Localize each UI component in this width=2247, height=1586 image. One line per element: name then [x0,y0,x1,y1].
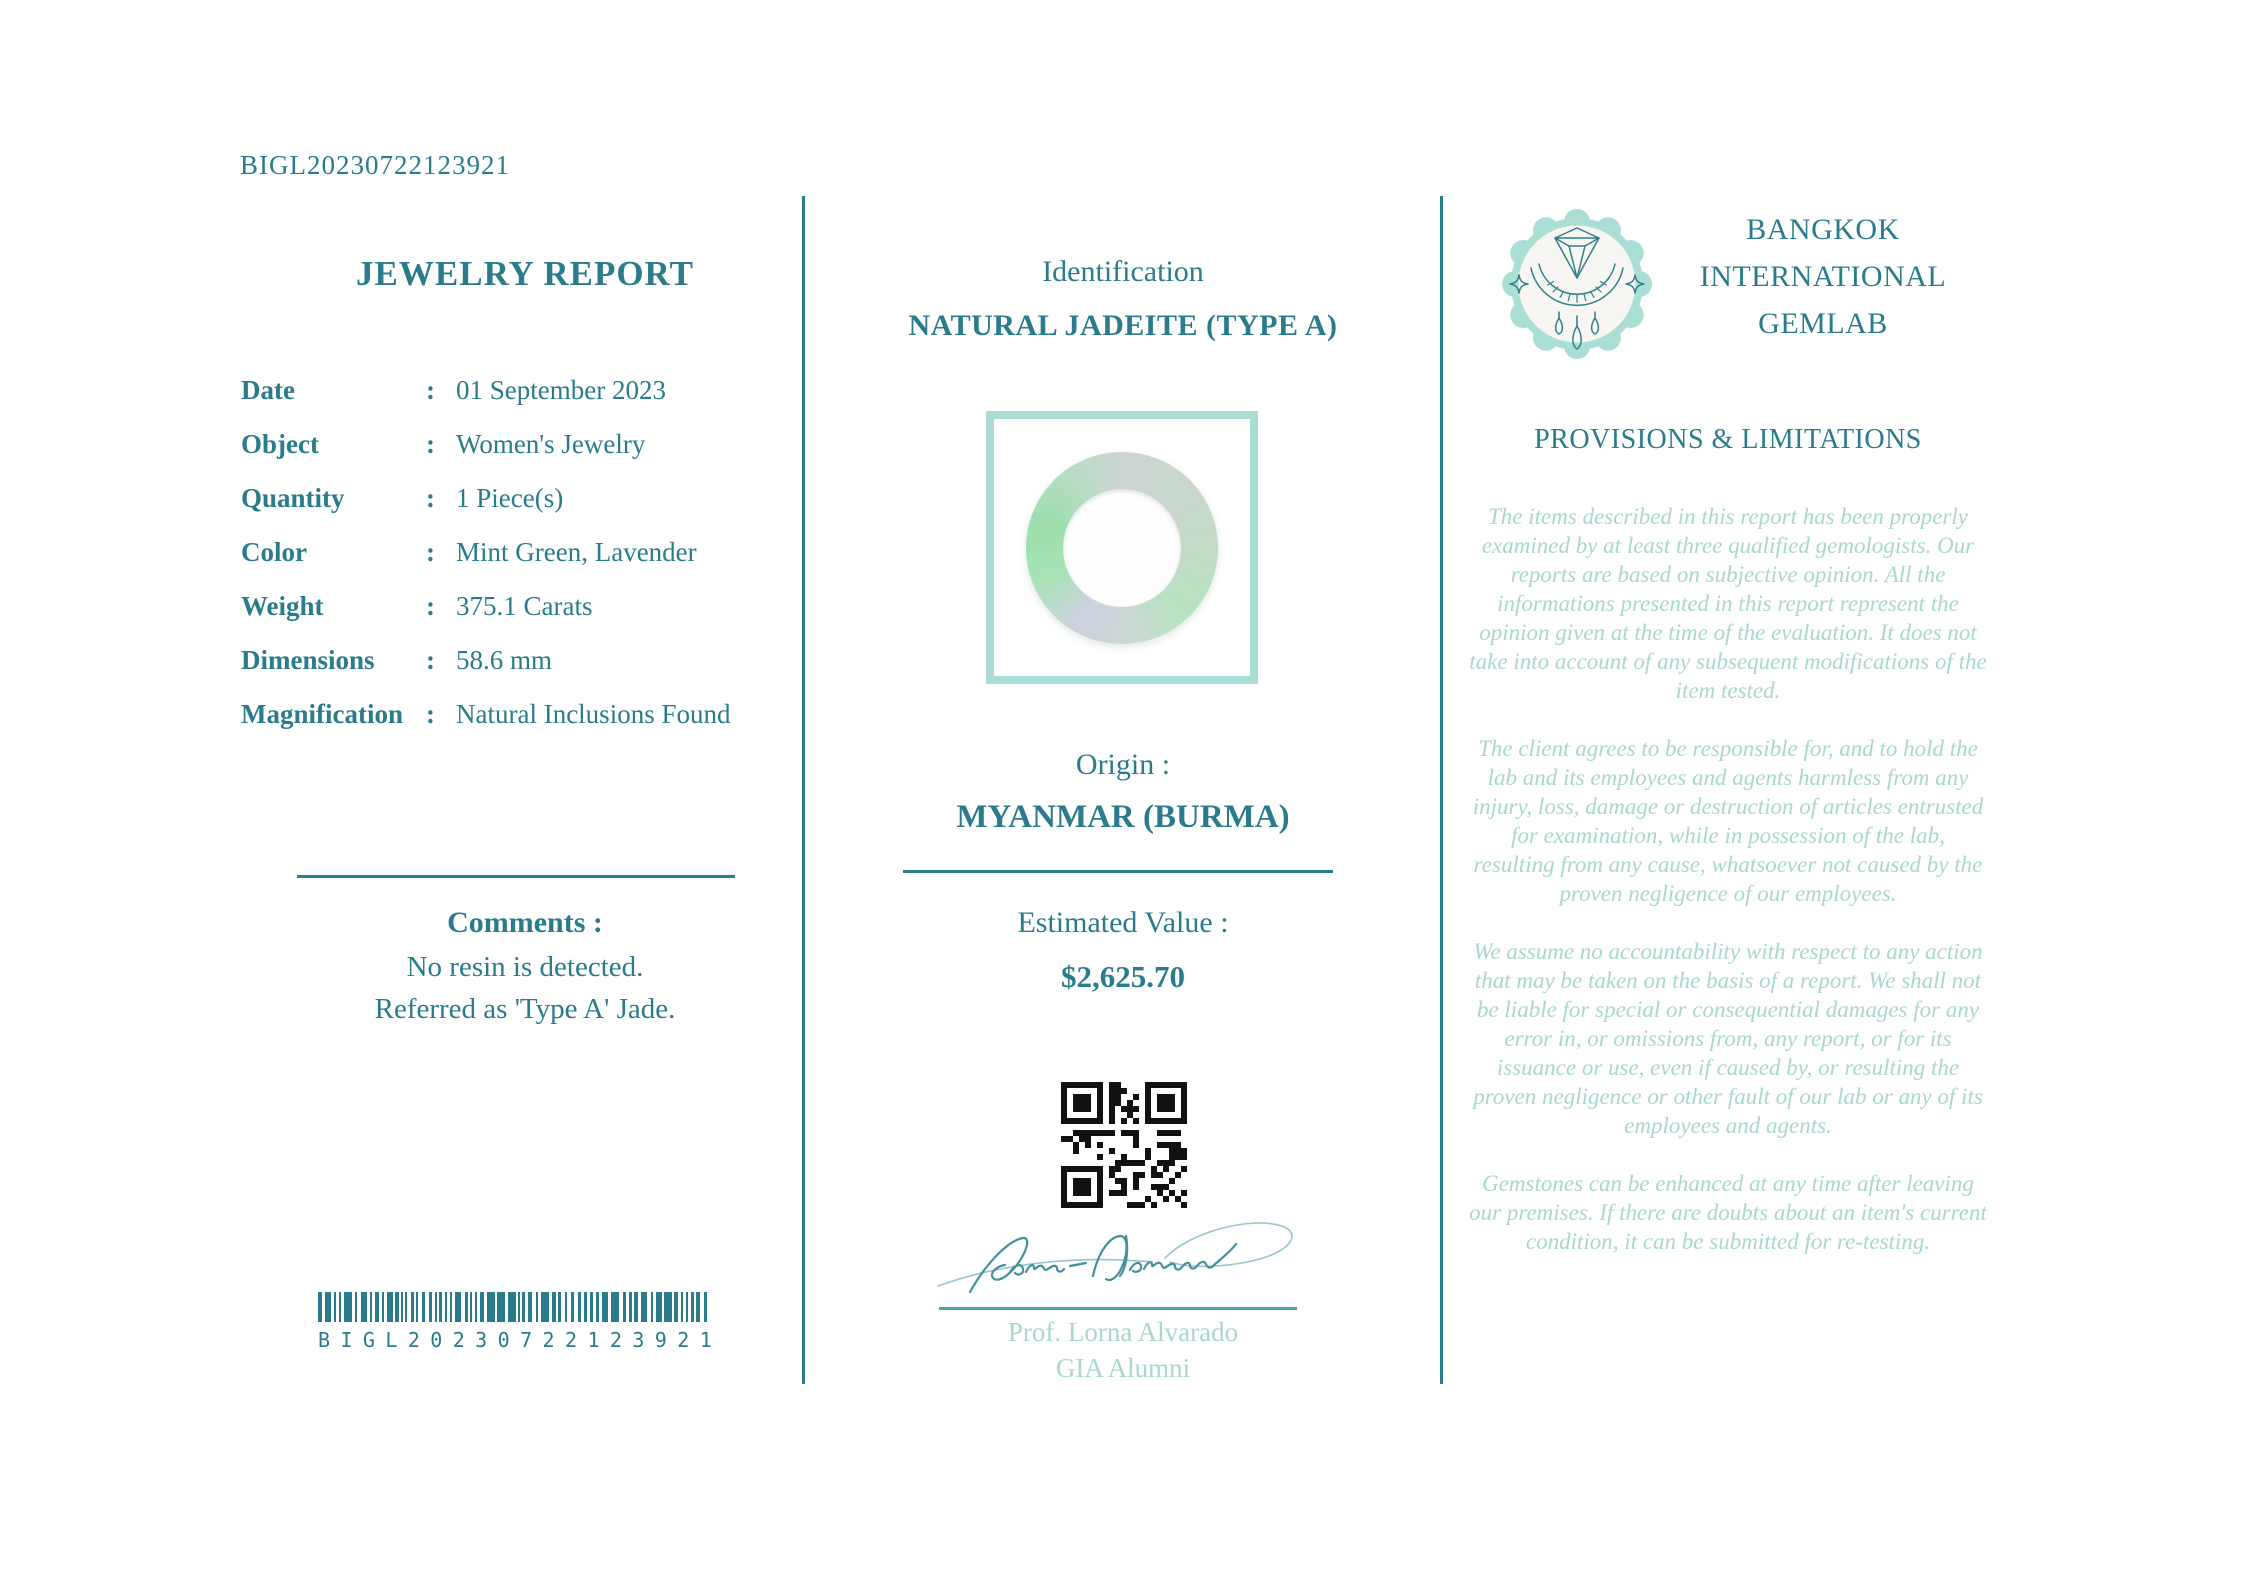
report-fields [241,372,761,750]
barcode [318,1292,712,1352]
field-colon: : [426,537,435,567]
report-title: JEWELRY REPORT [356,254,694,293]
comments-line: Referred as 'Type A' Jade. [374,993,676,1025]
field-value: 1 Piece(s) [456,483,564,513]
field-row-weight [241,588,761,642]
provisions-text [1468,502,1988,1285]
column-divider [802,196,805,1384]
field-value: 01 September 2023 [456,375,666,405]
report-number: BIGL20230722123921 [240,150,510,180]
column-divider [1440,196,1443,1384]
comments-line: No resin is detected. [406,951,644,983]
lab-name-line: INTERNATIONAL [1699,260,1947,293]
comments-heading: Comments : [447,906,603,939]
comments-divider-line [297,875,735,878]
field-colon: : [426,483,435,513]
provisions-paragraph: The client agrees to be responsible for, and to hold the lab and its employees and agents harmless from any injury, loss, damage or destruction of articles entrusted for examination, while in possession of the lab, resulting from any cause, whatsoever not caused by the proven negligence of our employees. [1472,736,1984,906]
field-row-object [241,426,761,480]
lab-name [1658,206,1988,347]
field-label: Object [241,429,319,459]
field-label: Quantity [241,483,345,513]
signature-line [939,1307,1297,1310]
lab-name-line: GEMLAB [1758,307,1888,340]
provisions-paragraph: We assume no accountability with respect to any action that may be taken on the basis of a report. We shall not be liable for special or consequential damages for any error in, or omissions from, any report, or for its issuance or use, even if caused by, or resulting the proven negligence or other fault of our lab or any of its employees and agents. [1473,939,1983,1138]
gemlab-badge-logo-icon [1502,202,1652,366]
field-colon: : [426,699,435,729]
field-row-date [241,372,761,426]
provisions-paragraph: The items described in this report has been properly examined by at least three qualified gemologists. Our reports are based on subjective opinion. All the informations presented in this report represent the opinion given at the time of the evaluation. It does not take into account of any subsequent modifications of the item tested. [1469,504,1987,703]
field-label: Magnification [241,699,403,729]
origin-value: MYANMAR (BURMA) [956,799,1290,835]
field-colon: : [426,375,435,405]
field-label: Weight [241,591,324,621]
field-value: Natural Inclusions Found [456,699,731,729]
field-row-quantity [241,480,761,534]
field-colon: : [426,429,435,459]
barcode-bars-icon [318,1292,712,1322]
field-value: 58.6 mm [456,645,553,675]
signatory-title: GIA Alumni [1055,1353,1191,1383]
identification-value: NATURAL JADEITE (TYPE A) [908,309,1338,342]
barcode-text: B I G L 2 0 2 3 0 7 2 2 1 2 3 9 2 1 [318,1328,712,1352]
field-value: Mint Green, Lavender [456,537,697,567]
field-label: Dimensions [241,645,375,675]
origin-label: Origin : [1075,748,1171,781]
identification-heading: Identification [1042,255,1204,288]
estimated-value: $2,625.70 [1061,959,1185,994]
estimated-value-label: Estimated Value : [1017,906,1229,939]
provisions-paragraph: Gemstones can be enhanced at any time after leaving our premises. If there are doubts about an item's current condition, it can be submitted for re-testing. [1469,1171,1987,1254]
field-label: Color [241,537,307,567]
field-colon: : [426,645,435,675]
comments-section [270,900,780,1030]
lab-name-line: BANGKOK [1746,213,1900,246]
field-value: 375.1 Carats [456,591,593,621]
field-label: Date [241,375,295,405]
field-row-color [241,534,761,588]
field-row-magnification [241,696,761,750]
signatory-name: Prof. Lorna Alvarado [1007,1317,1239,1347]
signature-image [930,1214,1310,1304]
qr-code-icon [1057,1078,1191,1212]
specimen-photo-frame [986,411,1258,684]
field-colon: : [426,591,435,621]
field-row-dimensions [241,642,761,696]
estimated-value-divider-line [903,870,1333,873]
field-value: Women's Jewelry [456,429,646,459]
provisions-heading: PROVISIONS & LIMITATIONS [1534,424,1922,455]
jade-bangle-image [1026,452,1218,644]
